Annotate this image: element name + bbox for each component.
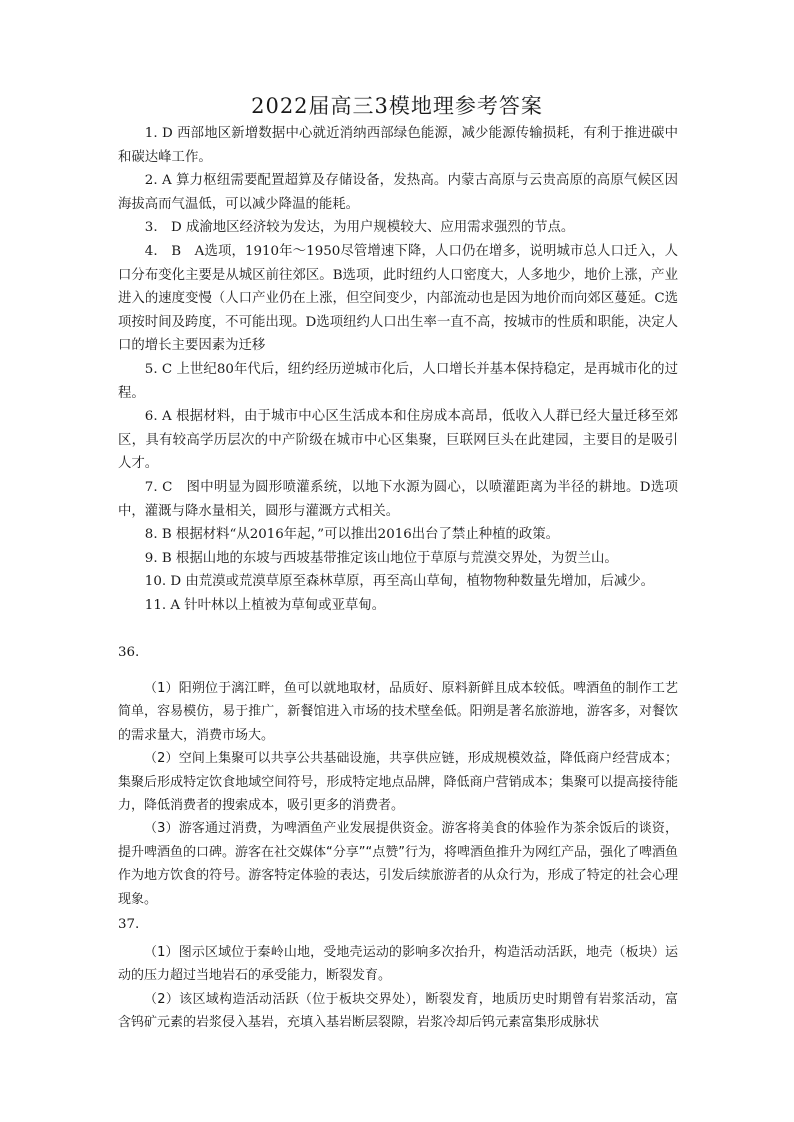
q36-part-1: （1）阳朔位于漓江畔，鱼可以就地取材，品质好、原料新鲜且成本较低。啤酒鱼的制作工艺简单，容易模仿，易于推广，新餐馆进入市场的技术壁垒低。阳朔是著名旅游地，游客多，对餐饮的需求量大，消费市场大。 [118,681,678,743]
question-37-number: 37. [118,917,140,932]
answer-1: 1. D 西部地区新增数据中心就近消纳西部绿色能源，减少能源传输损耗，有利于推进碳中和碳达峰工作。 [118,126,678,165]
answer-9: 9. B 根据山地的东坡与西坡基带推定该山地位于草原与荒漠交界处，为贺兰山。 [144,550,618,566]
question-36-answer [118,677,678,911]
multiple-choice-answers [118,122,678,617]
q37-part-2: （2）该区域构造活动活跃（位于板块交界处），断裂发育，地质历史时期曾有岩浆活动，富含钨矿元素的岩浆侵入基岩，充填入基岩断层裂隙，岩浆冷却后钨元素富集形成脉状 [118,991,678,1031]
answer-11: 11. A 针叶林以上植被为草甸或亚草甸。 [144,597,386,613]
question-37-answer [118,941,678,1035]
answer-3: 3. D 成渝地区经济较为发达，为用户规模较大、应用需求强烈的节点。 [144,220,575,236]
answer-4: 4. B A选项，1910年～1950尽管增速下降，人口仍在增多，说明城市总人口迁入，人口分布变化主要是从城区前往郊区。B选项，此时纽约人口密度大，人多地少，地价上涨，产业进入的速度变慢（人口产业仍在上涨，但空间变少，内部流动也是因为地价而向郊区蔓延。C选项按时间及跨度，不可能出现。D选项纽约人口出生率一直不高，按城市的性质和职能，决定人口的增长主要因素为迁移 [118,243,678,354]
q37-part-1: （1）图示区域位于秦岭山地，受地壳运动的影响多次抬升，构造活动活跃，地壳（板块）运动的压力超过当地岩石的承受能力，断裂发育。 [118,945,678,984]
question-36-number: 36. [118,645,140,660]
answer-8: 8. B 根据材料“从2016年起，”可以推出2016出台了禁止种植的政策。 [144,527,560,543]
answer-7: 7. C 图中明显为圆形喷灌系统，以地下水源为圆心，以喷灌距离为半径的耕地。D选项中，灌溉与降水量相关，圆形与灌溉方式相关。 [118,479,678,519]
answer-2: 2. A 算力枢纽需要配置超算及存储设备，发热高。内蒙古高原与云贵高原的高原气候区因海拔高而气温低，可以减少降温的能耗。 [118,173,678,212]
answer-5: 5. C 上世纪80年代后，纽约经历逆城市化后，人口增长并基本保持稳定，是再城市化的过程。 [118,361,678,401]
document-title: 2022届高三3模地理参考答案 [251,94,543,118]
answer-6: 6. A 根据材料，由于城市中心区生活成本和住房成本高昂，低收入人群已经大量迁移至郊区，具有较高学历层次的中产阶级在城市中心区集聚，巨联网巨头在此建园，主要目的是吸引人才。 [118,409,678,472]
answer-10: 10. D 由荒漠或荒漠草原至森林草原，再至高山草甸，植物物种数量先增加，后减少。 [144,574,655,590]
q36-part-2: （2）空间上集聚可以共享公共基础设施，共享供应链，形成规模效益，降低商户经营成本；集聚后形成特定饮食地域空间符号，形成特定地点品牌，降低商户营销成本；集聚可以提高接待能力，降低消费者的搜索成本，吸引更多的消费者。 [118,751,678,814]
q36-part-3: （3）游客通过消费，为啤酒鱼产业发展提供资金。游客将美食的体验作为茶余饭后的谈资，提升啤酒鱼的口碑。游客在社交媒体“分享”“点赞”行为，将啤酒鱼推升为网红产品，强化了啤酒鱼作为地方饮食的符号。游客特定体验的表达，引发后续旅游者的从众行为，形成了特定的社会心理现象。 [118,821,678,907]
